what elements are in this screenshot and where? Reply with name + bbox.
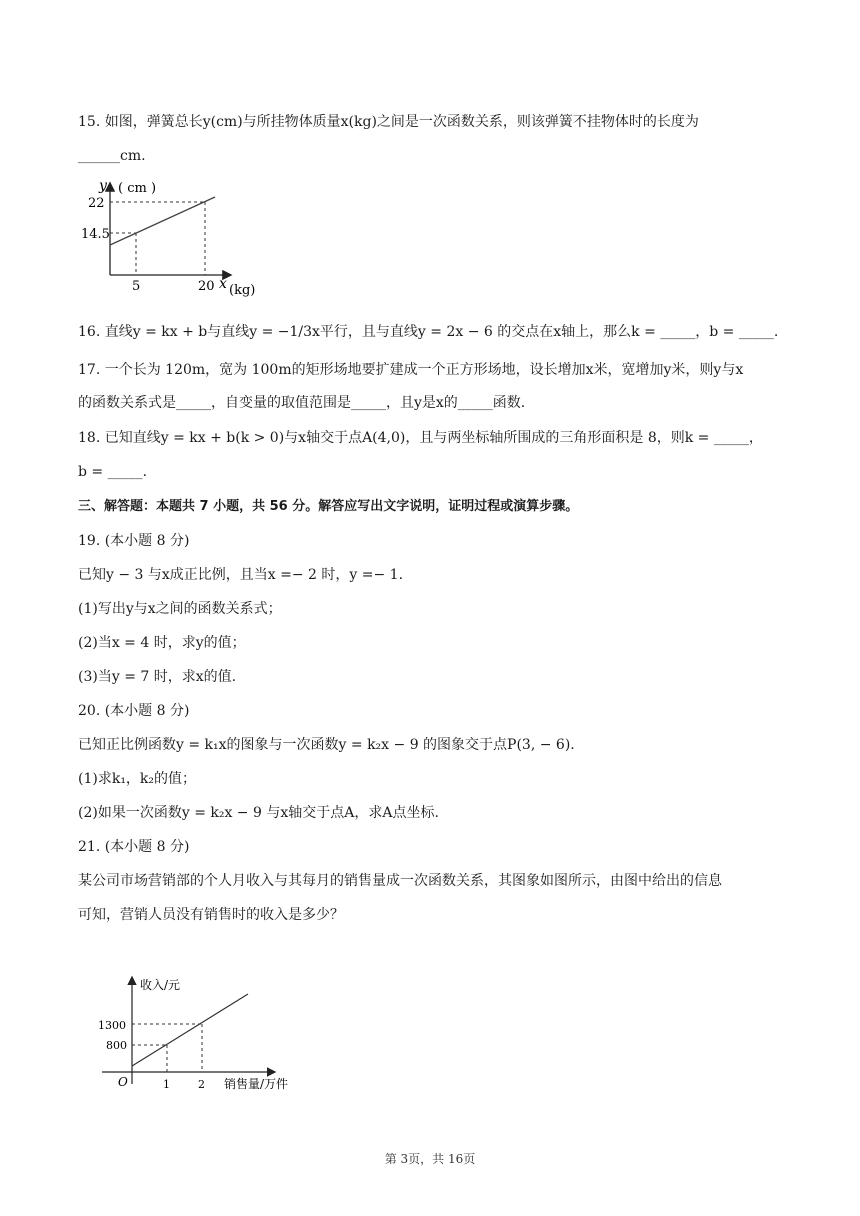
q18-text-line1: 18. 已知直线y = kx + b(k > 0)与x轴交于点A(4,0)，且与两坐标轴所围成的三角形面积是 8，则k = _____， xyxy=(78,430,763,446)
x-tick-1: 1 xyxy=(163,1078,170,1091)
q19-heading: 19. (本小题 8 分) xyxy=(78,533,190,549)
x-axis-label: 销售量/万件 xyxy=(224,1077,289,1091)
x-axis-label: x xyxy=(219,276,227,292)
section-three-heading: 三、解答题：本题共 7 小题，共 56 分。解答应写出文字说明，证明过程或演算步骤。 xyxy=(78,499,579,514)
q15-text-line2: ______cm. xyxy=(78,148,146,164)
x-tick-2: 2 xyxy=(198,1078,205,1091)
q19-stem: 已知y − 3 与x成正比例，且当x =− 2 时，y =− 1. xyxy=(78,567,404,583)
q20-part2: (2)如果一次函数y = k₂x − 9 与x轴交于点A，求A点坐标. xyxy=(78,805,439,821)
q17-text-line2: 的函数关系式是_____，自变量的取值范围是_____，且y是x的_____函数. xyxy=(78,395,526,411)
income-data-line xyxy=(132,994,248,1066)
q21-text-line1: 某公司市场营销部的个人月收入与其每月的销售量成一次函数关系，其图象如图所示，由图中给出的信息 xyxy=(78,873,722,889)
q20-heading: 20. (本小题 8 分) xyxy=(78,703,190,719)
y-axis-label: 收入/元 xyxy=(140,978,181,992)
y-axis-label: y xyxy=(99,178,107,194)
income-sales-graph xyxy=(96,968,316,1098)
spring-data-line xyxy=(110,197,215,245)
x-axis-unit: (kg) xyxy=(229,283,256,298)
origin-label: O xyxy=(118,1075,128,1089)
x-tick-5: 5 xyxy=(132,279,141,294)
spring-length-graph xyxy=(80,172,270,300)
y-tick-22: 22 xyxy=(88,196,105,211)
y-tick-14.5: 14.5 xyxy=(81,227,110,242)
q21-text-line2: 可知，营销人员没有销售时的收入是多少？ xyxy=(78,907,344,923)
q21-heading: 21. (本小题 8 分) xyxy=(78,839,190,855)
y-tick-800: 800 xyxy=(106,1039,127,1052)
y-axis-unit: ( cm ) xyxy=(118,181,157,196)
q16-text: 16. 直线y = kx + b与直线y = −1/3x平行，且与直线y = 2x − 6 的交点在x轴上，那么k = _____，b = _____. xyxy=(78,324,779,340)
q18-text-line2: b = _____. xyxy=(78,464,148,480)
q20-stem: 已知正比例函数y = k₁x的图象与一次函数y = k₂x − 9 的图象交于点P(3, − 6). xyxy=(78,737,575,753)
q15-text-line1: 15. 如图，弹簧总长y(cm)与所挂物体质量x(kg)之间是一次函数关系，则该弹簧不挂物体时的长度为 xyxy=(78,114,699,130)
page-footer: 第 3页，共 16页 xyxy=(384,1152,476,1166)
q19-part3: (3)当y = 7 时，求x的值. xyxy=(78,669,237,685)
y-tick-1300: 1300 xyxy=(98,1019,126,1032)
q19-part2: (2)当x = 4 时，求y的值； xyxy=(78,635,246,651)
q17-text-line1: 17. 一个长为 120m，宽为 100m的矩形场地要扩建成一个正方形场地，设长增加x米，宽增加y米，则y与x xyxy=(78,362,744,378)
q19-part1: (1)写出y与x之间的函数关系式； xyxy=(78,601,282,617)
q20-part1: (1)求k₁，k₂的值； xyxy=(78,771,197,787)
x-tick-20: 20 xyxy=(198,279,215,294)
